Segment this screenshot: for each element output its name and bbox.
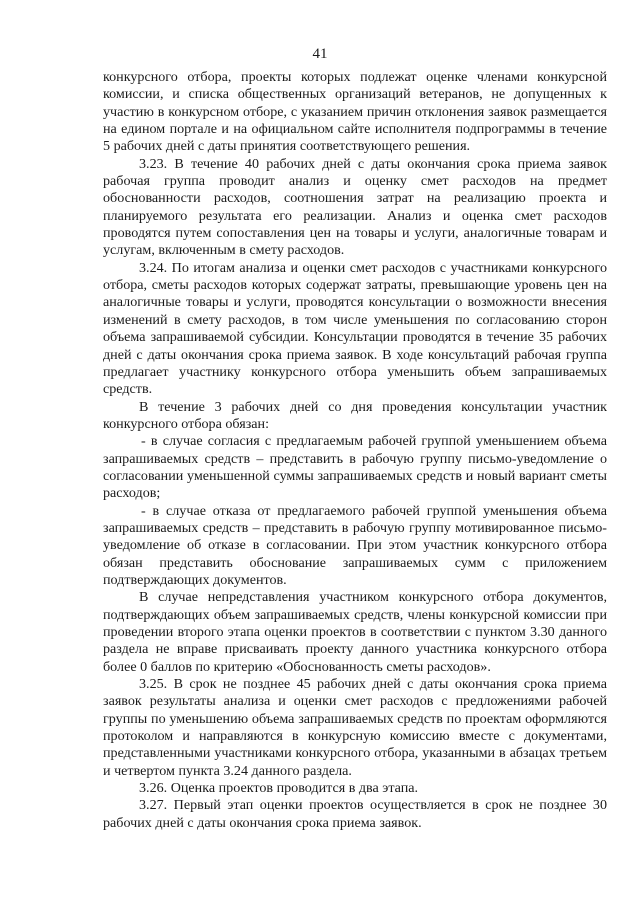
paragraph-nonsubmission: В случае непредставления участником конкурсного отбора документов, подтверждающих объем запрашиваемых средств, члены конкурсной комиссии при проведении второго этапа оценки проектов в соответствии с пунктом 3.30 данного раздела не вправе присваивать проекту данного участника конкурсного отбора более 0 баллов по критерию «Обоснованность сметы расходов». [103, 589, 607, 675]
list-item-agreement: - в случае согласия с предлагаемым рабочей группой уменьшением объема запрашиваемых средств – представить в рабочую группу письмо-уведомление о согласовании уменьшенной суммы запрашиваемых средств и новый вариант сметы расходов; [103, 433, 607, 502]
list-item-refusal: - в случае отказа от предлагаемого рабочей группой уменьшения объема запрашиваемых средств – представить в рабочую группу мотивированное письмо-уведомление об отказе в согласовании. При этом участник конкурсного отбора обязан представить обоснование запрашиваемых сумм с приложением подтверждающих документов. [103, 502, 607, 588]
paragraph-3-26: 3.26. Оценка проектов проводится в два этапа. [139, 780, 419, 797]
paragraph-3-25: 3.25. В срок не позднее 45 рабочих дней с даты окончания срока приема заявок результаты анализа и оценки смет расходов с предложениями рабочей группы по уменьшению объема запрашиваемых средств по проектам оформляются протоколом и направляются в конкурсную комиссию вместе с документами, представленными участниками конкурсного отбора, указанными в абзацах третьем и четвертом пункта 3.24 данного раздела. [103, 676, 607, 779]
document-body [103, 69, 607, 832]
paragraph-obligations-intro: В течение 3 рабочих дней со дня проведения консультации участник конкурсного отбора обязан: [103, 398, 607, 432]
paragraph-3-23: 3.23. В течение 40 рабочих дней с даты окончания срока приема заявок рабочая группа проводит анализ и оценку смет расходов на предмет обоснованности расходов, соотношения затрат на реализацию проекта и планируемого результата его реализации. Анализ и оценка смет расходов проводятся путем сопоставления цен на товары и услуги, аналогичные товарам и услугам, включенным в смету расходов. [103, 155, 607, 259]
paragraph-3-27: 3.27. Первый этап оценки проектов осуществляется в срок не позднее 30 рабочих дней с даты окончания срока приема заявок. [103, 797, 607, 831]
paragraph-3-24: 3.24. По итогам анализа и оценки смет расходов с участниками конкурсного отбора, сметы расходов которых содержат затраты, превышающие уровень цен на аналогичные товары и услуги, проводятся консультации о возможности внесения изменений в смету расходов, в том числе уменьшения по согласованию сторон объема запрашиваемой субсидии. Консультации проводятся в течение 35 рабочих дней с даты окончания срока приема заявок. В ходе консультаций рабочая группа предлагает участнику конкурсного отбора уменьшить объем запрашиваемых средств. [103, 259, 607, 398]
page-number: 41 [312, 46, 328, 62]
paragraph-continuation: конкурсного отбора, проекты которых подлежат оценке членами конкурсной комиссии, и списка общественных организаций ветеранов, не допущенных к участию в конкурсном отборе, с указанием причин отклонения заявок размещается на едином портале и на официальном сайте исполнителя подпрограммы в течение 5 рабочих дней с даты принятия соответствующего решения. [103, 69, 607, 155]
